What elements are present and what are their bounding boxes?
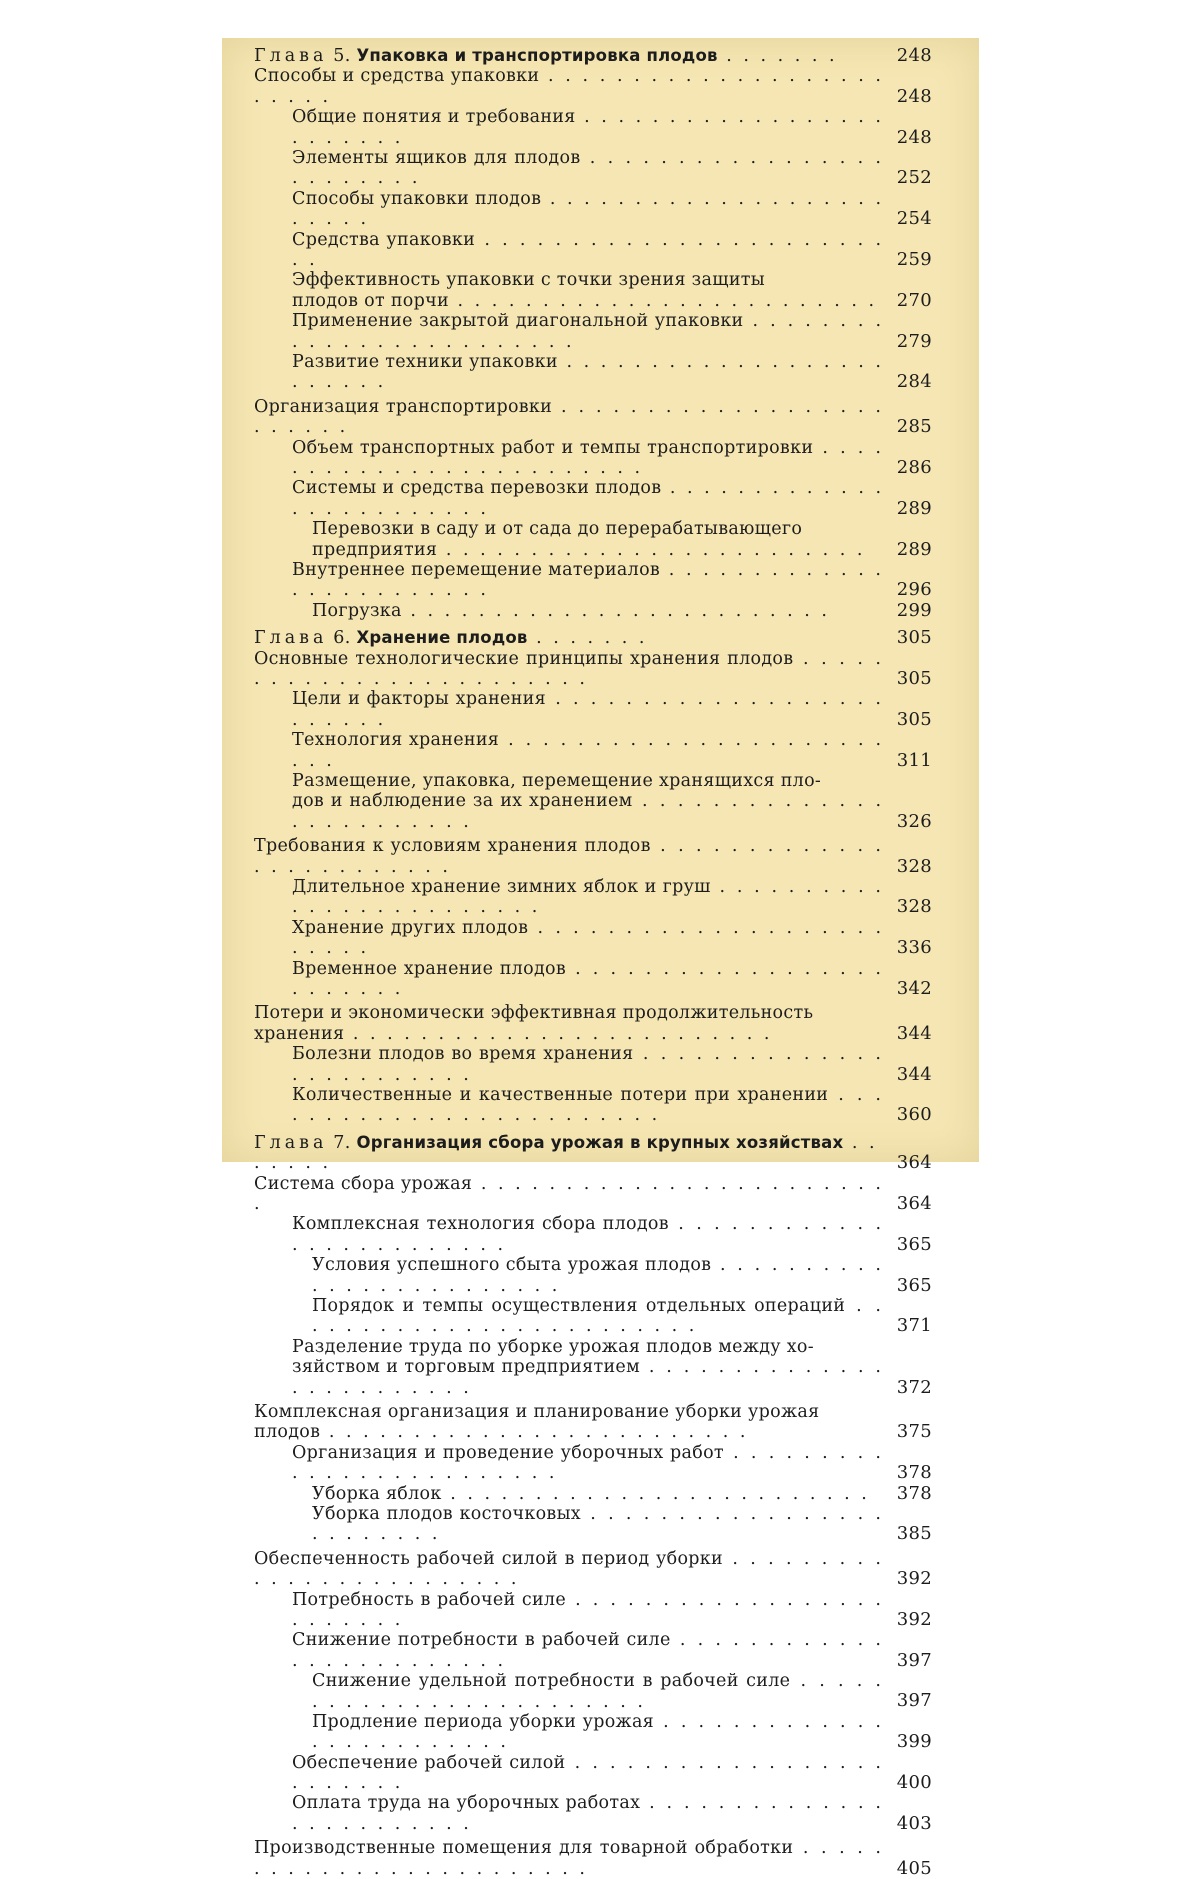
toc-section-entry — [252, 836, 932, 877]
section-title: Перевозки в саду и от сада до перерабатывающего предприятия . . . . . . . . . . . . . . . . . . . . . . . . . — [312, 519, 866, 560]
leader-dots: . . . . . . . . . . . . . . . . . . . . . . . . . — [437, 539, 866, 560]
section-title: Средства упаковки . . . . . . . . . . . . . . . . . . . . . . . . . — [292, 229, 884, 270]
section-title: Уборка плодов косточковых . . . . . . . . . . . . . . . . . . . . . . . . . — [312, 1503, 884, 1545]
page-number: 399 — [896, 1731, 932, 1753]
leader-dots: . . . . . . . . . . . . . . . . . . . . . . . . . — [320, 1422, 749, 1443]
leader-dots: . . . . . . . . . . . . . . . . . . . . . . . . . — [401, 600, 830, 621]
section-title: Временное хранение плодов . . . . . . . . . . . . . . . . . . . . . . . . . — [292, 958, 884, 999]
leader-dots: . . . . . . . . . . . . . . . . . . . . . . . . . — [292, 1084, 884, 1126]
section-title: Развитие техники упаковки . . . . . . . . . . . . . . . . . . . . . . . . . — [292, 351, 884, 393]
chapter-number: 6. — [327, 628, 357, 649]
section-title: Организация и проведение уборочных работ . . . . . . . . . . . . . . . . . . . . . . . . . — [292, 1442, 884, 1484]
section-title: Объем транспортных работ и темпы транспортировки . . . . . . . . . . . . . . . . . . . . . . . . . — [292, 437, 884, 478]
section-title: Эффективность упаковки с точки зрения защиты плодов от порчи . . . . . . . . . . . . . . . . . . . . . . . . . — [292, 270, 878, 311]
leader-dots: . . . . . . . . . . . . . . . . . . . . . . . . . — [292, 478, 884, 519]
section-title: Болезни плодов во время хранения . . . . . . . . . . . . . . . . . . . . . . . . . — [292, 1044, 884, 1085]
page-number: 305 — [896, 708, 932, 730]
toc-section-entry — [252, 270, 932, 311]
toc-section-entry — [252, 1402, 932, 1443]
section-title: Применение закрытой диагональной упаковки . . . . . . . . . . . . . . . . . . . . . . . . . — [292, 311, 884, 352]
chapter-title — [254, 46, 884, 66]
leader-dots: . . . . . . . . . . . . . . . . . . . . . . . . . — [344, 1023, 773, 1044]
page-number: 299 — [896, 599, 932, 621]
toc-section-entry — [252, 1337, 932, 1398]
chapter-number: 7. — [327, 1132, 357, 1153]
page-number: 397 — [896, 1690, 932, 1712]
leader-dots: . . . . . . . . . . . . . . . . . . . . . . . . . — [292, 437, 884, 478]
toc-section-entry — [252, 397, 932, 438]
page-number: 252 — [896, 167, 932, 189]
section-title: Потребность в рабочей силе . . . . . . . . . . . . . . . . . . . . . . . . . — [292, 1589, 884, 1630]
chapter-word: Глава — [254, 1132, 328, 1153]
leader-dots: . . . . . . . . . . . . . . . . . . . . . . . . . — [292, 1357, 884, 1398]
section-title: Хранение других плодов . . . . . . . . . . . . . . . . . . . . . . . . . — [292, 917, 884, 959]
section-title: Комплексная организация и планирование уборки урожая плодов . . . . . . . . . . . . . . . . . . . . . . . . . — [254, 1401, 820, 1443]
leader-dots: . . . . . . . . . . . . . . . . . . . . . . . . . — [292, 351, 884, 393]
toc-section-entry — [252, 148, 932, 189]
page-number: 284 — [896, 371, 932, 393]
toc-section-entry — [252, 1549, 932, 1590]
leader-dots: . . . . . . . . . . . . . . . . . . . . . . . . . — [292, 107, 884, 148]
leader-dots: . . . . . . . . . . . . . . . . . . . . . . . . . — [254, 1173, 884, 1214]
section-title: Способы и средства упаковки . . . . . . . . . . . . . . . . . . . . . . . . . — [254, 66, 884, 107]
page-number: 364 — [896, 1152, 932, 1174]
page-number: 344 — [896, 1063, 932, 1085]
toc-section-entry — [252, 1174, 932, 1215]
chapter-name: Хранение плодов — [356, 628, 528, 648]
page-number: 365 — [896, 1274, 932, 1296]
page-number: 328 — [896, 855, 932, 877]
leader-dots: . . . . . . . . . . . . . . . . . . . . . . . . . — [292, 559, 884, 601]
page-number: 365 — [896, 1233, 932, 1255]
page-number: 296 — [896, 579, 932, 601]
toc-section-entry — [252, 730, 932, 771]
section-title: Количественные и качественные потери при хранении . . . . . . . . . . . . . . . . . . . . . . . . . — [292, 1084, 884, 1126]
toc-section-entry — [252, 771, 932, 832]
chapter-number: 5. — [327, 46, 357, 67]
toc-section-entry — [252, 1590, 932, 1631]
leader-dots: . . . . . . . . . . . . . . . . . . . . . . . . . — [254, 396, 884, 438]
page-number: 397 — [896, 1649, 932, 1671]
toc-section-entry — [252, 918, 932, 959]
toc-section-entry — [252, 66, 932, 107]
page-number: 248 — [896, 85, 932, 107]
section-title: Элементы ящиков для плодов . . . . . . . . . . . . . . . . . . . . . . . . . — [292, 148, 884, 189]
toc-section-entry — [252, 189, 932, 230]
toc-section-entry — [252, 230, 932, 271]
leader-dots: . . . . . . . . . . . . . . . . . . . . . . . . . — [292, 311, 884, 352]
toc-section-entry — [252, 1712, 932, 1753]
leader-dots: . . . . . . . . . . . . . . . . . . . . . . . . . — [292, 876, 884, 918]
toc-section-entry — [252, 478, 932, 519]
leader-dots: . . . . . . . . . . . . . . . . . . . . . . . . . — [312, 1503, 884, 1545]
page-number: 342 — [896, 977, 932, 999]
toc-section-entry — [252, 1255, 932, 1296]
section-title: Обеспечение рабочей силой . . . . . . . . . . . . . . . . . . . . . . . . . — [292, 1752, 884, 1794]
toc-section-entry — [252, 1753, 932, 1794]
leader-dots: . . . . . . . . . . . . . . . . . . . . . . . . . — [292, 1793, 884, 1834]
page-number: 289 — [896, 538, 932, 560]
leader-dots: . . . . . . . . . . . . . . . . . . . . . . . . . — [292, 917, 884, 959]
leader-dots: . . . . . . . . . . . . . . . . . . . . . . . . . — [292, 1589, 884, 1630]
page-number: 372 — [896, 1376, 932, 1398]
section-title: Основные технологические принципы хранения плодов . . . . . . . . . . . . . . . . . . . . . . . . . — [254, 648, 884, 689]
leader-dots: . . . . . . . . . . . . . . . . . . . . . . . . . — [292, 1442, 884, 1484]
toc-chapter-entry — [252, 1133, 932, 1174]
toc-section-entry — [252, 1003, 932, 1044]
page-number: 279 — [896, 330, 932, 352]
section-title: Оплата труда на уборочных работах . . . . . . . . . . . . . . . . . . . . . . . . . — [292, 1793, 884, 1834]
toc-section-entry — [252, 959, 932, 1000]
page-number: 392 — [896, 1608, 932, 1630]
leader-dots: . . . . . . . . . . . . . . . . . . . . . . . . . — [254, 1548, 884, 1590]
leader-dots: . . . . . . . . . . . . . . . . . . . . . . . . . — [292, 1044, 884, 1085]
section-title: Обеспеченность рабочей силой в период уборки . . . . . . . . . . . . . . . . . . . . . . . . . — [254, 1548, 884, 1590]
section-title: Система сбора урожая . . . . . . . . . . . . . . . . . . . . . . . . . — [254, 1173, 884, 1214]
page-number: 285 — [896, 416, 932, 438]
page-number: 360 — [896, 1104, 932, 1126]
chapter-name: Упаковка и транспортировка плодов — [356, 46, 718, 66]
section-title: Снижение потребности в рабочей силе . . . . . . . . . . . . . . . . . . . . . . . . . — [292, 1630, 884, 1671]
page-number: 378 — [896, 1462, 932, 1484]
section-title: Технология хранения . . . . . . . . . . . . . . . . . . . . . . . . . — [292, 730, 884, 771]
toc-section-entry — [252, 1085, 932, 1126]
page-number: 336 — [896, 937, 932, 959]
leader-dots: . . . . . . . . . . . . . . . . . . . . . . . . . — [292, 188, 884, 230]
page-number: 403 — [896, 1812, 932, 1834]
leader-dots: . . . . . . . . . . . . . . . . . . . . . . . . . — [292, 730, 884, 771]
page-number: 289 — [896, 497, 932, 519]
chapter-word: Глава — [254, 46, 328, 67]
toc-section-entry — [252, 689, 932, 730]
page-number: 254 — [896, 208, 932, 230]
toc-section-entry — [252, 1044, 932, 1085]
toc-section-entry — [252, 1630, 932, 1671]
section-title: Организация транспортировки . . . . . . . . . . . . . . . . . . . . . . . . . — [254, 396, 884, 438]
toc-section-entry — [252, 438, 932, 479]
page-number: 371 — [896, 1315, 932, 1337]
page-number: 392 — [896, 1568, 932, 1590]
page-number: 378 — [896, 1482, 932, 1504]
page-number: 305 — [896, 627, 932, 649]
page-number: 385 — [896, 1523, 932, 1545]
page-number: 286 — [896, 456, 932, 478]
leader-dots: . . . . . . . . . . . . . . . . . . . . . . . . . — [254, 836, 884, 877]
section-title: Погрузка . . . . . . . . . . . . . . . . . . . . . . . . . — [312, 600, 830, 621]
page-number: 270 — [896, 289, 932, 311]
toc-section-entry — [252, 560, 932, 601]
table-of-contents — [252, 44, 932, 1879]
section-title: Порядок и темпы осуществления отдельных операций . . . . . . . . . . . . . . . . . . . . . . . . . — [312, 1295, 884, 1337]
toc-section-entry — [252, 1838, 932, 1879]
toc-chapter-entry — [252, 628, 932, 648]
section-title: Продление периода уборки урожая . . . . . . . . . . . . . . . . . . . . . . . . . — [312, 1711, 884, 1753]
page-number: 259 — [896, 248, 932, 270]
chapter-title — [254, 1133, 884, 1174]
leader-dots: . . . . . . . . . . . . . . . . . . . . . . . . . — [292, 1214, 884, 1255]
page-number: 328 — [896, 896, 932, 918]
toc-chapter-entry — [252, 46, 932, 66]
toc-section-entry — [252, 519, 932, 560]
section-title: Внутреннее перемещение материалов . . . . . . . . . . . . . . . . . . . . . . . . . — [292, 559, 884, 601]
toc-section-entry — [252, 1671, 932, 1712]
leader-dots: . . . . . . . . . . . . . . . . . . . . . . . . . — [292, 1752, 884, 1794]
section-title: Условия успешного сбыта урожая плодов . . . . . . . . . . . . . . . . . . . . . . . . . — [312, 1255, 884, 1296]
section-title: Требования к условиям хранения плодов . . . . . . . . . . . . . . . . . . . . . . . . . — [254, 836, 884, 877]
page-number: 364 — [896, 1192, 932, 1214]
leader-dots: . . . . . . . . . . . . . . . . . . . . . . . . . — [292, 148, 884, 189]
section-title: Разделение труда по уборке урожая плодов между хо- зяйством и торговым предприятием . . . . . . . . . . . . . . . . . . . . . . . . . — [292, 1336, 884, 1398]
section-title: Потери и экономически эффективная продолжительность хранения . . . . . . . . . . . . . . . . . . . . . . . . . — [254, 1003, 814, 1044]
section-title: Комплексная технология сбора плодов . . . . . . . . . . . . . . . . . . . . . . . . . — [292, 1214, 884, 1255]
leader-dots: . . . . . . . — [527, 628, 648, 649]
leader-dots: . . . . . . . . . . . . . . . . . . . . . . . . . — [292, 229, 884, 270]
chapter-title — [254, 628, 884, 648]
section-title: Системы и средства перевозки плодов . . . . . . . . . . . . . . . . . . . . . . . . . — [292, 478, 884, 519]
toc-section-entry — [252, 311, 932, 352]
toc-section-entry — [252, 1793, 932, 1834]
leader-dots: . . . . . . . . . . . . . . . . . . . . . . . . . — [312, 1255, 884, 1296]
page-number: 400 — [896, 1772, 932, 1794]
toc-section-entry — [252, 1214, 932, 1255]
chapter-word: Глава — [254, 628, 328, 649]
leader-dots: . . . . . . . . . . . . . . . . . . . . . . . . . — [292, 689, 884, 730]
toc-section-entry — [252, 877, 932, 918]
section-title: Общие понятия и требования . . . . . . . . . . . . . . . . . . . . . . . . . — [292, 107, 884, 148]
section-title: Способы упаковки плодов . . . . . . . . . . . . . . . . . . . . . . . . . — [292, 188, 884, 230]
section-title: Размещение, упаковка, перемещение хранящихся пло- дов и наблюдение за их хранением . . . . . . . . . . . . . . . . . . . . . . . . . — [292, 770, 884, 832]
leader-dots: . . . . . . . . . . . . . . . . . . . . . . . . . — [312, 1711, 884, 1753]
toc-section-entry — [252, 107, 932, 148]
toc-section-entry — [252, 649, 932, 690]
page-number: 375 — [896, 1421, 932, 1443]
section-title: Уборка яблок . . . . . . . . . . . . . . . . . . . . . . . . . — [312, 1483, 870, 1504]
section-title: Производственные помещения для товарной обработки . . . . . . . . . . . . . . . . . . . . . . . . . — [254, 1838, 884, 1879]
page-number: 305 — [896, 667, 932, 689]
leader-dots: . . . . . . . . . . . . . . . . . . . . . . . . . — [254, 1838, 884, 1879]
book-page — [222, 38, 979, 1879]
page-number: 405 — [896, 1857, 932, 1879]
leader-dots: . . . . . . . . . . . . . . . . . . . . . . . . . — [254, 648, 884, 689]
toc-section-entry — [252, 1296, 932, 1337]
page-number: 248 — [896, 126, 932, 148]
leader-dots: . . . . . . . — [254, 1132, 878, 1174]
section-title: Снижение удельной потребности в рабочей силе . . . . . . . . . . . . . . . . . . . . . . . . . — [312, 1671, 884, 1712]
toc-section-entry — [252, 1443, 932, 1484]
toc-section-entry — [252, 1504, 932, 1545]
leader-dots: . . . . . . . . . . . . . . . . . . . . . . . . . — [312, 1671, 884, 1712]
page-number: 326 — [896, 810, 932, 832]
section-title: Цели и факторы хранения . . . . . . . . . . . . . . . . . . . . . . . . . — [292, 689, 884, 730]
chapter-name: Организация сбора урожая в крупных хозяйствах — [356, 1132, 844, 1152]
page-number: 311 — [896, 749, 932, 771]
leader-dots: . . . . . . . . . . . . . . . . . . . . . . . . . — [292, 791, 884, 832]
leader-dots: . . . . . . . . . . . . . . . . . . . . . . . . . — [292, 958, 884, 999]
leader-dots: . . . . . . . . . . . . . . . . . . . . . . . . . — [292, 1630, 884, 1671]
leader-dots: . . . . . . . . . . . . . . . . . . . . . . . . . — [448, 290, 878, 311]
toc-section-entry — [252, 601, 932, 621]
leader-dots: . . . . . . . — [717, 46, 838, 67]
page-number: 344 — [896, 1022, 932, 1044]
section-title: Длительное хранение зимних яблок и груш . . . . . . . . . . . . . . . . . . . . . . . . . — [292, 876, 884, 918]
leader-dots: . . . . . . . . . . . . . . . . . . . . . . . . . — [312, 1295, 884, 1337]
leader-dots: . . . . . . . . . . . . . . . . . . . . . . . . . — [441, 1483, 870, 1504]
toc-section-entry — [252, 1484, 932, 1504]
page-number: 248 — [896, 45, 932, 66]
leader-dots: . . . . . . . . . . . . . . . . . . . . . . . . . — [254, 66, 884, 107]
toc-section-entry — [252, 352, 932, 393]
